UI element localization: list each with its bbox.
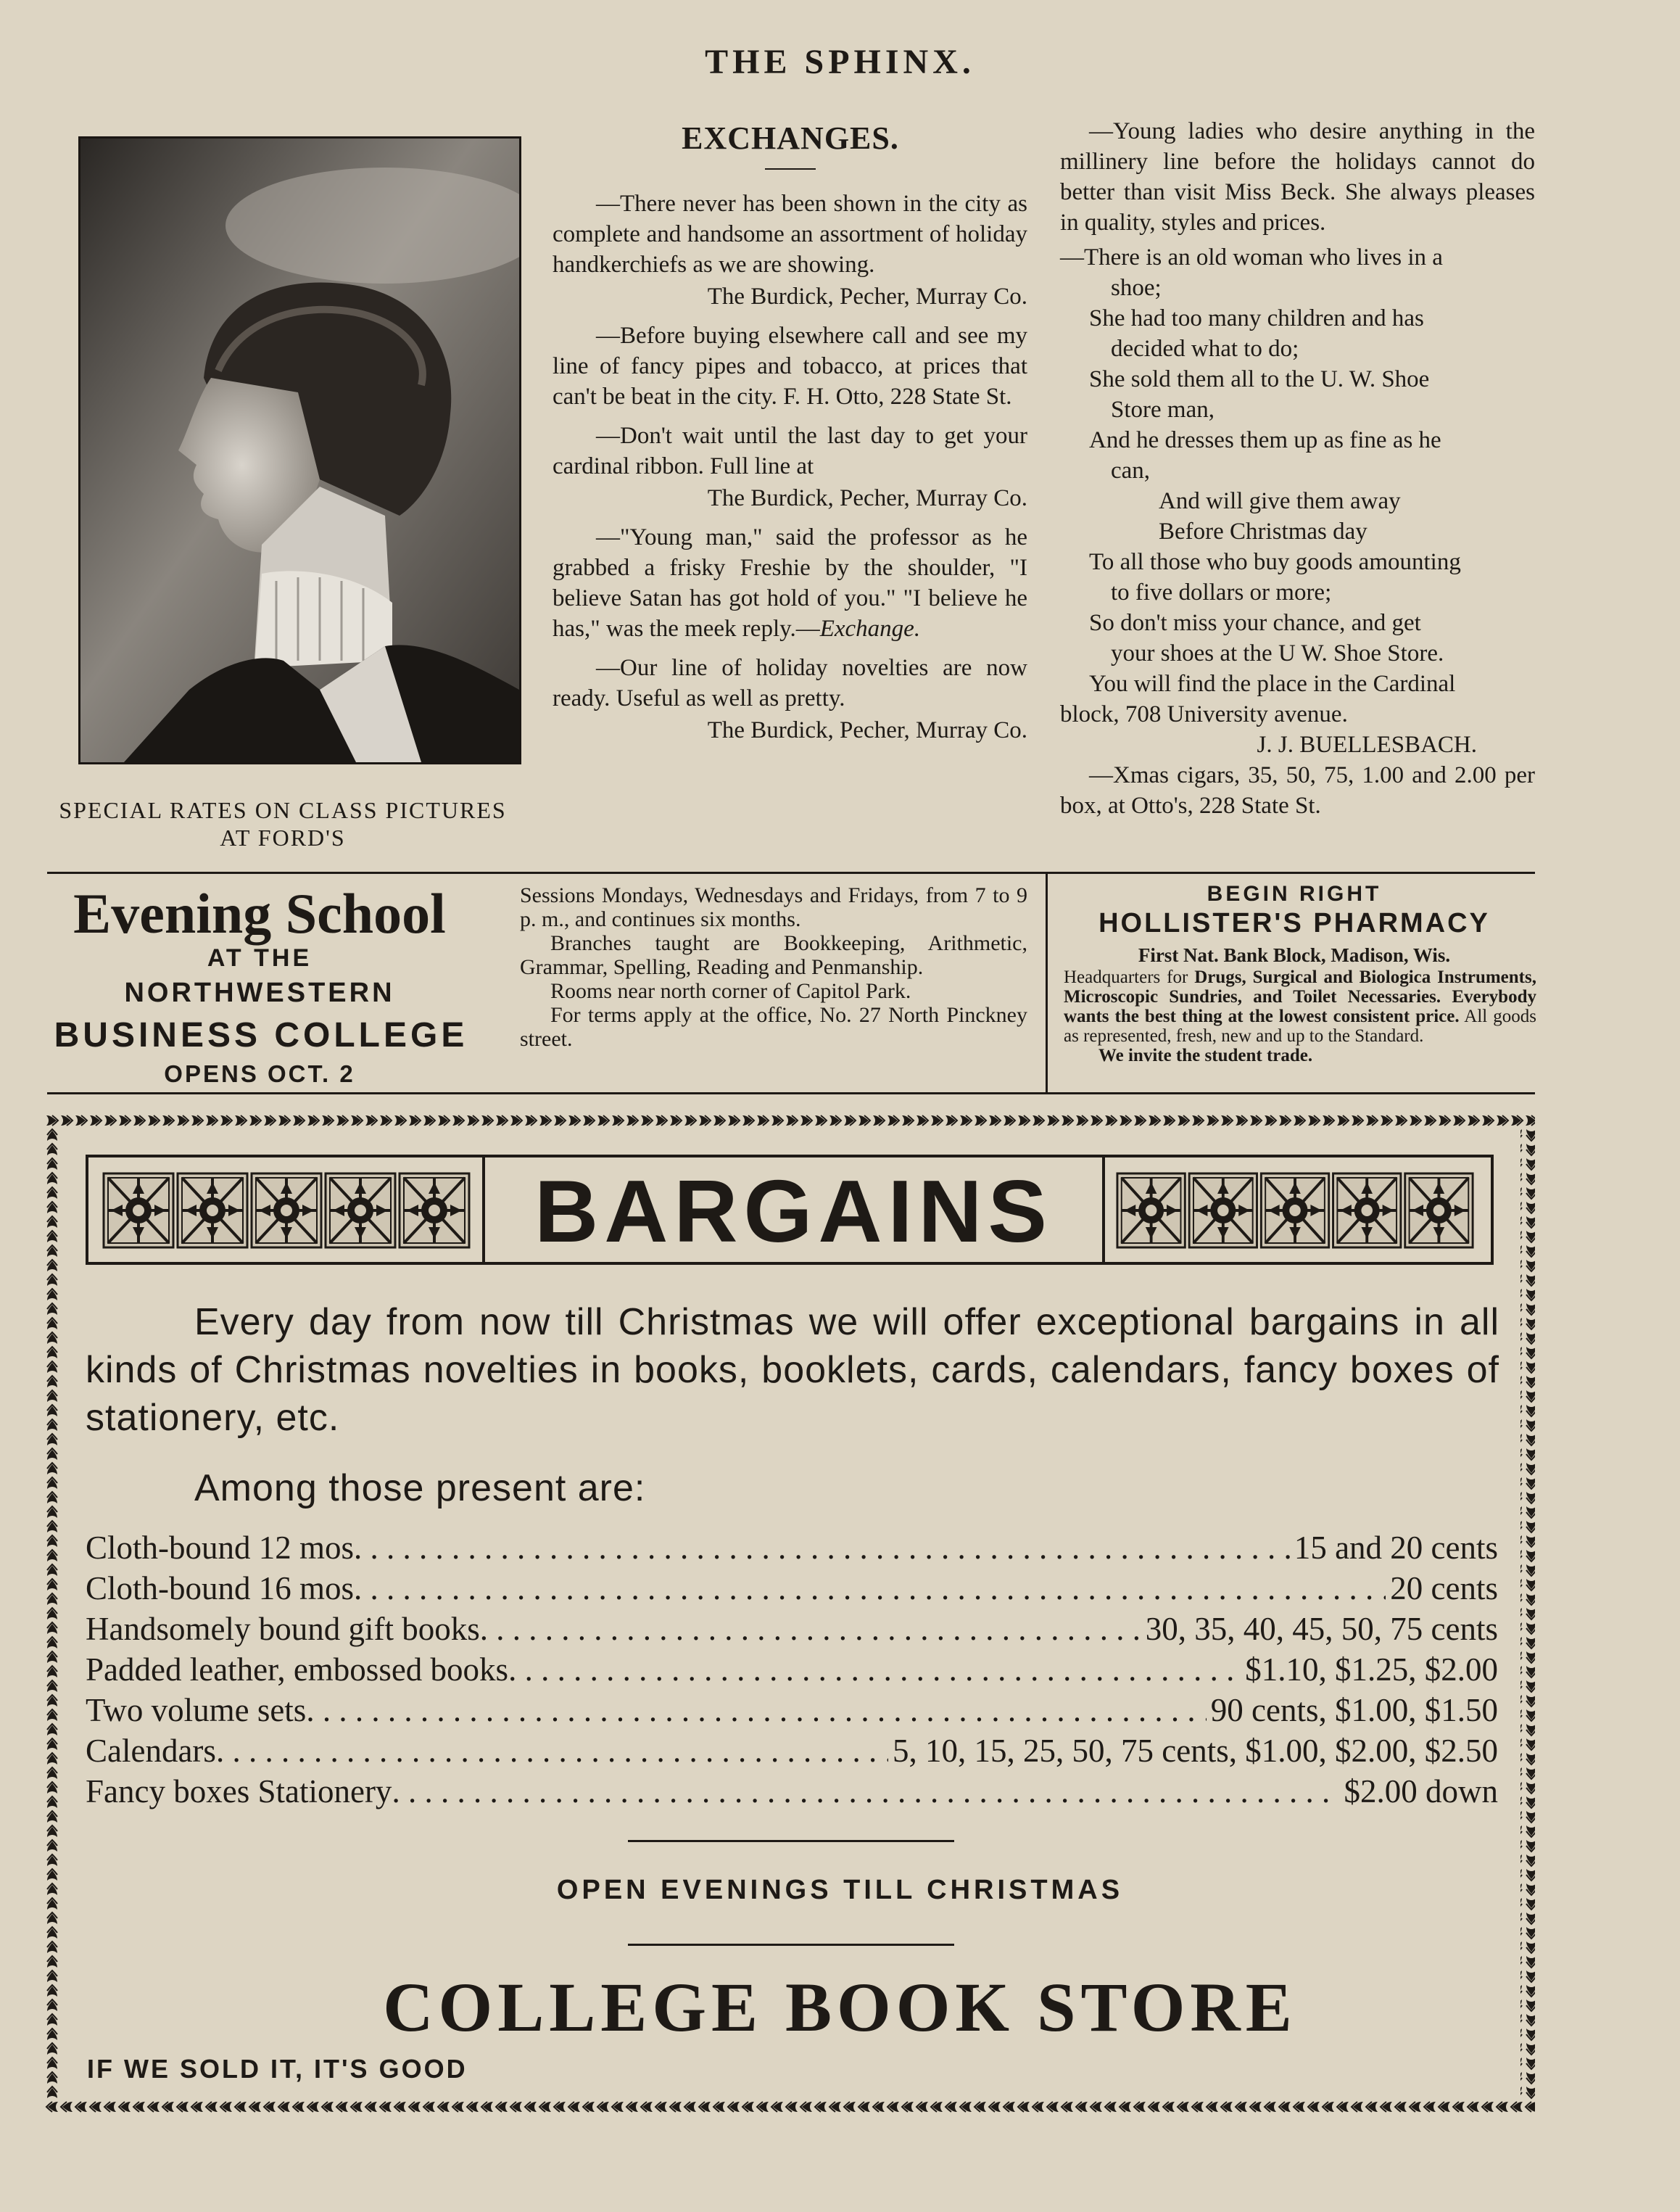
poem-line: shoe;	[1111, 275, 1162, 301]
poem-line: And will give them away	[1159, 488, 1401, 514]
leader-dots	[216, 1732, 888, 1770]
hollister-invite: We invite the student trade.	[1098, 1046, 1313, 1065]
exchanges-rule	[765, 168, 816, 170]
hollister-address: First Nat. Bank Block, Madison, Wis.	[1138, 944, 1451, 966]
poem-line: She sold them all to the U. W. Shoe	[1089, 366, 1430, 392]
price-item-name: Fancy boxes Stationery	[86, 1773, 392, 1809]
store-slogan: IF WE SOLD IT, IT'S GOOD	[87, 2054, 468, 2084]
exchanges-joke-text: —"Young man," said the professor as he grabbed a frisky Freshie by the shoulder, "I believe Satan has got hold of you." "I believe he has," was the meek reply.—	[553, 524, 1027, 642]
evening-school-branches: Branches taught are Bookkeeping, Arithmetic, Grammar, Spelling, Reading and Penmanship.	[520, 931, 1027, 979]
leader-dots	[354, 1529, 1290, 1567]
poem-line: —There is an old woman who lives in a	[1060, 244, 1443, 271]
leader-dots	[392, 1773, 1339, 1810]
leader-dots	[480, 1610, 1141, 1648]
exchanges-signature: The Burdick, Pecher, Murray Co.	[707, 284, 1027, 310]
exchanges-heading: EXCHANGES.	[682, 120, 899, 156]
section-rule	[628, 1840, 954, 1842]
hollister-pharmacy-name: HOLLISTER'S PHARMACY	[1098, 908, 1490, 938]
evening-school-terms: For terms apply at the office, No. 27 North Pinckney street.	[520, 1003, 1027, 1051]
xmas-cigars-notice: —Xmas cigars, 35, 50, 75, 1.00 and 2.00 per box, at Otto's, 228 State St.	[1060, 762, 1535, 819]
hollister-products: Drugs, Surgical and Biologica Instruments, Microscopic Sundries, and Toilet Necessaries. Everybody wants the best thing at the lowest consistent price.	[1064, 967, 1536, 1026]
ad-strip-divider	[1046, 873, 1048, 1092]
millinery-notice: —Young ladies who desire anything in the millinery line before the holidays cannot do better than visit Miss Beck. She always pleases in quality, styles and prices.	[1060, 118, 1535, 236]
poem-line: your shoes at the U W. Shoe Store.	[1111, 640, 1444, 667]
price-row	[86, 1773, 1498, 1813]
bargains-title: BARGAINS	[534, 1162, 1053, 1260]
exchanges-signature: The Burdick, Pecher, Murray Co.	[707, 485, 1027, 511]
poem-line: To all those who buy goods amounting	[1089, 549, 1461, 575]
evening-school-details	[520, 883, 1027, 1051]
photo-caption	[29, 796, 537, 851]
poem-line: Store man,	[1111, 397, 1215, 423]
decorative-tiles-right	[1116, 1172, 1476, 1249]
price-item-value: 20 cents	[1390, 1570, 1498, 1606]
leader-dots	[354, 1569, 1386, 1607]
hollister-tail: All goods as represented, fresh, new and up to the Standard.	[1064, 1007, 1537, 1046]
price-row	[86, 1732, 1498, 1773]
poem-line: block, 708 University avenue.	[1060, 701, 1348, 727]
poem-line: to five dollars or more;	[1111, 579, 1332, 606]
price-row	[86, 1569, 1498, 1610]
poem-line: decided what to do;	[1111, 336, 1299, 362]
exchanges-column	[553, 189, 1027, 754]
price-item-value: 15 and 20 cents	[1294, 1530, 1498, 1566]
masthead: THE SPHINX.	[705, 43, 975, 81]
exchanges-paragraph: —Don't wait until the last day to get your cardinal ribbon. Full line at	[553, 423, 1027, 479]
hollister-lead: Headquarters for	[1064, 967, 1195, 987]
exchanges-signature: The Burdick, Pecher, Murray Co.	[707, 717, 1027, 743]
price-item-value: 30, 35, 40, 45, 50, 75 cents	[1145, 1611, 1498, 1647]
poem-signature: J. J. BUELLESBACH.	[1257, 732, 1477, 758]
banner-divider-right	[1102, 1155, 1105, 1265]
price-row	[86, 1610, 1498, 1651]
portrait-photo	[78, 136, 521, 764]
price-item-value: $1.10, $1.25, $2.00	[1245, 1651, 1498, 1688]
hollister-description	[1064, 967, 1536, 1065]
price-item-name: Cloth-bound 12 mos	[86, 1530, 355, 1566]
photo-caption-line-2: AT FORD'S	[220, 825, 346, 851]
bargains-among: Among those present are:	[194, 1467, 646, 1509]
exchanges-paragraph: —Our line of holiday novelties are now ready. Useful as well as pretty.	[553, 655, 1027, 711]
section-rule	[628, 1944, 954, 1946]
photo-caption-line-1: SPECIAL RATES ON CLASS PICTURES	[59, 797, 507, 823]
ad-strip-top-rule	[47, 872, 1535, 874]
price-item-name: Cloth-bound 16 mos	[86, 1570, 355, 1606]
price-item-name: Two volume sets	[86, 1692, 307, 1728]
price-list	[86, 1529, 1498, 1813]
evening-school-opens: OPENS OCT. 2	[164, 1060, 355, 1087]
exchanges-paragraph	[553, 522, 1027, 644]
poem-line: She had too many children and has	[1089, 305, 1424, 331]
bargains-intro-text: Every day from now till Christmas we will offer exceptional bargains in all kinds of Christmas novelties in books, booklets, cards, calendars, fancy boxes of stationery, etc.	[86, 1301, 1499, 1439]
decorative-tiles-left	[102, 1172, 472, 1249]
ad-strip-bottom-rule	[47, 1092, 1535, 1094]
poem-line: Before Christmas day	[1159, 519, 1367, 545]
price-item-value: $2.00 down	[1344, 1773, 1498, 1809]
evening-school-title: Evening School	[73, 882, 446, 945]
price-row	[86, 1651, 1498, 1691]
leader-dots	[508, 1651, 1241, 1688]
bargains-intro	[86, 1298, 1499, 1442]
exchanges-paragraph: —Before buying elsewhere call and see my line of fancy pipes and tobacco, at prices that can't be beat in the city. F. H. Otto, 228 State St.	[553, 323, 1027, 410]
price-item-value: 90 cents, $1.00, $1.50	[1210, 1692, 1498, 1728]
store-name: COLLEGE BOOK STORE	[383, 1968, 1297, 2046]
evening-school-sessions: Sessions Mondays, Wednesdays and Fridays, from 7 to 9 p. m., and continues six months.	[520, 883, 1027, 931]
price-item-value: 5, 10, 15, 25, 50, 75 cents, $1.00, $2.00, $2.50	[893, 1733, 1498, 1769]
evening-school-name-line-2: BUSINESS COLLEGE	[54, 1016, 468, 1055]
evening-school-rooms: Rooms near north corner of Capitol Park.	[550, 979, 911, 1003]
poem-line: can,	[1111, 458, 1151, 484]
evening-school-at-the: AT THE	[207, 944, 313, 972]
poem-line: You will find the place in the Cardinal	[1089, 671, 1456, 697]
shoe-store-poem	[1060, 242, 1535, 730]
right-column	[1060, 116, 1535, 821]
evening-school-name-line-1: NORTHWESTERN	[124, 978, 395, 1008]
price-row	[86, 1691, 1498, 1732]
exchanges-joke-source: Exchange.	[819, 616, 921, 642]
hollister-begin-right: BEGIN RIGHT	[1207, 882, 1382, 906]
woman-profile-portrait	[80, 139, 519, 762]
price-item-name: Handsomely bound gift books	[86, 1611, 480, 1647]
price-item-name: Padded leather, embossed books	[86, 1651, 509, 1688]
open-evenings-notice: OPEN EVENINGS TILL CHRISTMAS	[556, 1875, 1124, 1905]
exchanges-paragraph: —There never has been shown in the city as complete and handsome an assortment of holiday handkerchiefs as we are showing.	[553, 191, 1027, 278]
price-row	[86, 1529, 1498, 1569]
price-item-name: Calendars	[86, 1733, 216, 1769]
leader-dots	[306, 1691, 1206, 1729]
poem-line: And he dresses them up as fine as he	[1089, 427, 1441, 453]
poem-line: So don't miss your chance, and get	[1089, 610, 1421, 636]
